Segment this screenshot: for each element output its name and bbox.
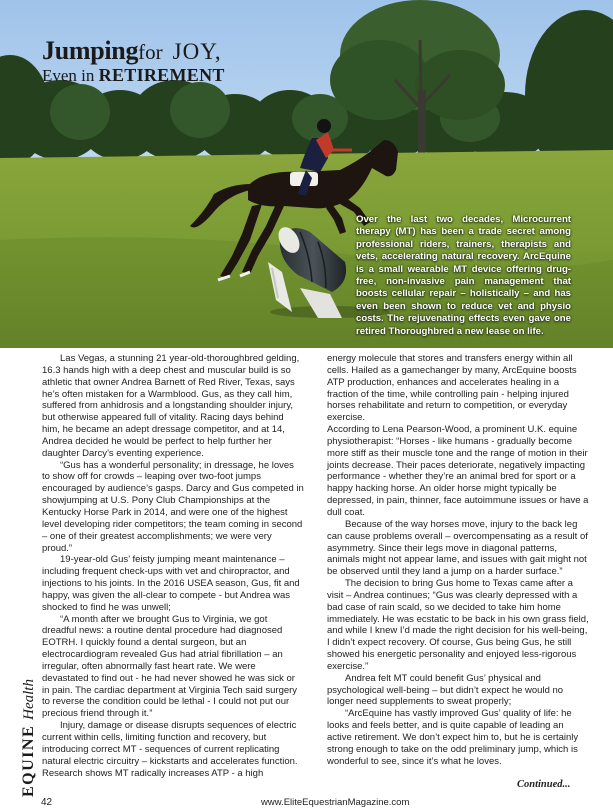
left-column-paragraph: Injury, damage or disease disrupts sequences of electric current within cells, limiting function and recovery, but introducing correct MT - sequences of current replicating natural electric circuitry – kickstarts and accelerates function. Research shows MT radically increases ATP - a high xyxy=(42,720,298,779)
section-label-equine: EQUINE xyxy=(20,724,37,797)
footer-url[interactable]: www.EliteEquestrianMagazine.com xyxy=(261,797,410,808)
title-word-for: for xyxy=(138,40,163,64)
right-column-paragraph: According to Lena Pearson-Wood, a prominent U.K. equine physiotherapist: “Horses - like humans - gradually become more stiff as their muscle tone and the range of motion in their joints decrease. Their paces deteriorate, negatively impacting performance - whether they’re an animal bred for sport or a happy hacking horse. An older horse might typically be depressed, in pain, thinner, face autoimmune issues or have a dull coat. xyxy=(327,424,589,518)
section-label xyxy=(20,679,38,797)
title-even-in: Even in xyxy=(42,66,95,85)
left-column-paragraph: “A month after we brought Gus to Virginia, we got dreadful news: a routine dental procedure had diagnosed EOTRH. I quickly found a dental surgeon, but an electrocardiogram revealed Gus had atrial fibrillation – an irregular, often abnormally fast heart rate. We were devastated to find out - he had never showed he was sick or in pain. The cardiac department at Virginia Tech said surgery to reverse the condition could be lethal - I could not put our precious friend through it.” xyxy=(42,613,298,720)
continued-note: Continued... xyxy=(517,779,571,790)
left-column xyxy=(42,353,304,779)
right-column xyxy=(327,353,591,768)
right-column-paragraph: The decision to bring Gus home to Texas came after a visit – Andrea continues; “Gus was clearly depressed with a bad case of rain scald, so we decided to take him home immediately. He was ecstatic to be back in his own grass field, and while I knew I’d made the right decision for his well-being, I didn’t expect recovery. Of course, Gus being Gus, he still showed his energetic personality and enjoyed less-rigorous exercise.” xyxy=(327,578,589,672)
right-column-paragraph: energy molecule that stores and transfers energy within all cells. Hailed as a gamechanger by many, ArcEquine boosts ATP production, enhances and accelerates healing in a fraction of the time, while controlling pain - helping injured horses rehabilitate and return to competition, or everyday exercise. xyxy=(327,353,577,424)
left-column-paragraph: 19-year-old Gus’ feisty jumping meant maintenance – including frequent check-ups with vet and chiropractor, and injections to his joints. In the 2016 USEA season, Gus, fit and happy, was given the all-clear to compete - but Andrea was shocked to find he was unwell; xyxy=(42,554,300,613)
title-retirement: RETIREMENT xyxy=(98,65,225,85)
left-column-paragraph: Las Vegas, a stunning 21 year-old-thoroughbred gelding, 16.3 hands high with a deep chest and muscular build is so athletic that owner Andrea Barnett of Red River, Texas, says he’s often mistaken for a Warmblood. Gus, as they call him, suffered from anhidrosis and a longstanding shoulder injury, but otherwise appeared full of vitality. Racing days behind him, he became an adept dressage competitor, and at 14, Andrea decided he would be perfect to help further her daughter Darcy’s eventing experience. xyxy=(42,353,300,459)
left-column-paragraph: “Gus has a wonderful personality; in dressage, he loves to show off for crowds – leaping over two-foot jumps encouraged by audience’s gasps. Darcy and Gus competed in showjumping at U.S. Pony Club Championships at the Kentucky Horse Park in 2014, and were one of the highest level developing rider competitors; the team coming in second – one of their greatest accomplishments; we were very proud.” xyxy=(42,459,304,554)
title-word-jumping: Jumping xyxy=(42,36,139,65)
right-column-paragraph: “ArcEquine has vastly improved Gus’ quality of life: he looks and feels better, and is quite capable of leading an active retirement. We don’t expect him to, but he is certainly strong enough to take on the odd preliminary jump, which is wonderful to see, since it’s what he loves. xyxy=(327,708,579,767)
section-label-health: Health xyxy=(21,679,37,720)
page-number: 42 xyxy=(41,797,53,808)
article-title xyxy=(42,38,225,84)
right-column-paragraph: Andrea felt MT could benefit Gus’ physical and psychological well-being – but didn’t expect he would no longer need supplements to sweat properly; xyxy=(327,672,564,708)
title-word-joy: JOY, xyxy=(172,39,222,64)
photo-caption: Over the last two decades, Microcurrent therapy (MT) has been a trade secret among professional riders, trainers, therapists and vets, accelerating natural recovery. ArcEquine is a small wearable MT device offering drug-free, non-invasive pain management that boosts cellular repair – holistically – and has even been shown to reduce vet and physio costs. The rejuvenating effects even gave one retired Thoroughbred a new lease on life. xyxy=(356,214,571,337)
right-column-paragraph: Because of the way horses move, injury to the back leg can cause problems overall – overcompensating as a result of asymmetry. Since their legs move in diagonal patterns, animals might not appear lame, and issues with gait might not be observed until they land a jump on a harder surface.” xyxy=(327,518,588,578)
